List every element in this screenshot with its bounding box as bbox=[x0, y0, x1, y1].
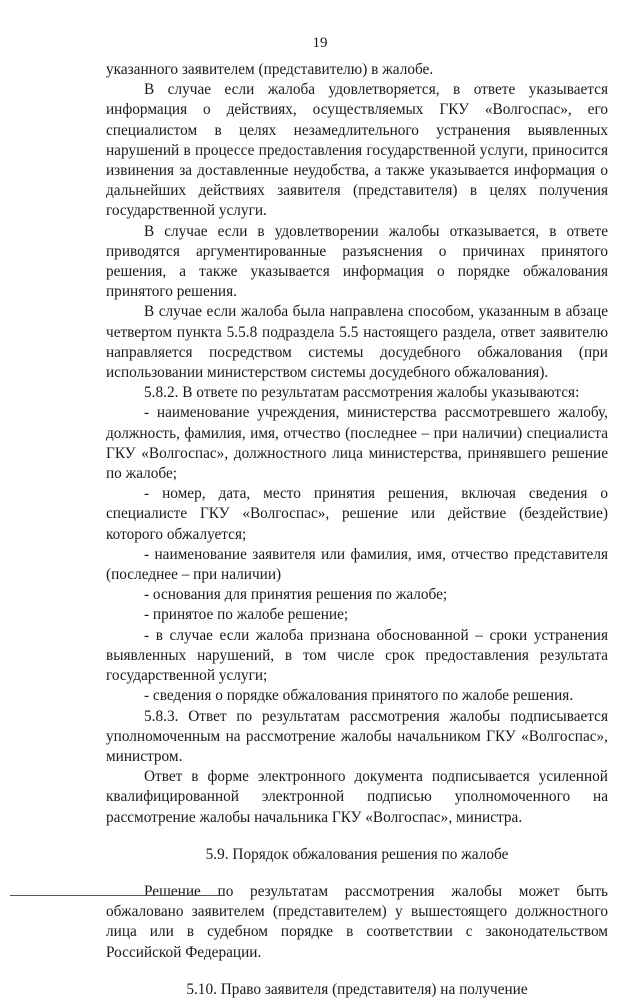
section-heading-5-10: 5.10. Право заявителя (представителя) на получение bbox=[186, 980, 528, 998]
paragraph: Ответ в форме электронного документа подписывается усиленной квалифицированной электронной подписью уполномоченного на рассмотрение жалобы начальника ГКУ «Волгоспас», министра. bbox=[106, 768, 608, 826]
section-heading-5-9: 5.9. Порядок обжалования решения по жалобе bbox=[205, 845, 509, 863]
paragraph: В случае если в удовлетворении жалобы отказывается, в ответе приводятся аргументированные разъяснения о причинах принятого решения, а также указывается информация о порядке обжалования принятого решения. bbox=[106, 222, 608, 301]
list-item: - номер, дата, место принятия решения, включая сведения о специалисте ГКУ «Волгоспас», решение или действие (бездействие) которого обжалуется; bbox=[106, 485, 608, 543]
list-item: - основания для принятия решения по жалобе; bbox=[144, 586, 448, 604]
list-item: - наименование учреждения, министерства рассмотревшего жалобу, должность, фамилия, имя, отчество (последнее – при наличии) специалиста ГКУ «Волгоспас», должностного лица министерства, принявшего решение по жалобе; bbox=[106, 404, 608, 483]
paragraph: 5.8.3. Ответ по результатам рассмотрения жалобы подписывается уполномоченным на рассмотрение жалобы начальником ГКУ «Волгоспас», министром. bbox=[106, 707, 608, 765]
paragraph: 5.8.2. В ответе по результатам рассмотрения жалобы указываются: bbox=[144, 384, 580, 402]
paragraph: В случае если жалоба была направлена способом, указанным в абзаце четвертом пункта 5.5.8 подраздела 5.5 настоящего раздела, ответ заявителю направляется посредством системы досудебного обжалования (при использовании министерством системы досудебного обжалования). bbox=[106, 303, 608, 382]
list-item: - сведения о порядке обжалования принятого по жалобе решения. bbox=[144, 687, 574, 705]
document-body bbox=[106, 60, 608, 1000]
page-number: 19 bbox=[312, 35, 328, 51]
list-item: - наименование заявителя или фамилия, имя, отчество представителя (последнее – при наличии) bbox=[106, 545, 608, 584]
list-item: - принятое по жалобе решение; bbox=[144, 606, 349, 624]
footer-rule bbox=[10, 895, 225, 896]
paragraph: В случае если жалоба удовлетворяется, в ответе указывается информация о действиях, осуществляемых ГКУ «Волгоспас», его специалистом в целях незамедлительного устранения выявленных нарушений в процессе предоставления государственной услуги, приносится извинения за доставленные неудобства, а также указывается информация о дальнейших действиях заявителя (представителя) в целях получения государственной услуги. bbox=[106, 81, 608, 220]
paragraph: указанного заявителем (представителю) в жалобе. bbox=[106, 61, 434, 78]
list-item: - в случае если жалоба признана обоснованной – сроки устранения выявленных нарушений, в том числе срок предоставления результата государственной услуги; bbox=[106, 626, 608, 685]
paragraph: Решение по результатам рассмотрения жалобы может быть обжаловано заявителем (представителем) у вышестоящего должностного лица или в судебном порядке в соответствии с законодательством Российской Федерации. bbox=[106, 882, 608, 961]
